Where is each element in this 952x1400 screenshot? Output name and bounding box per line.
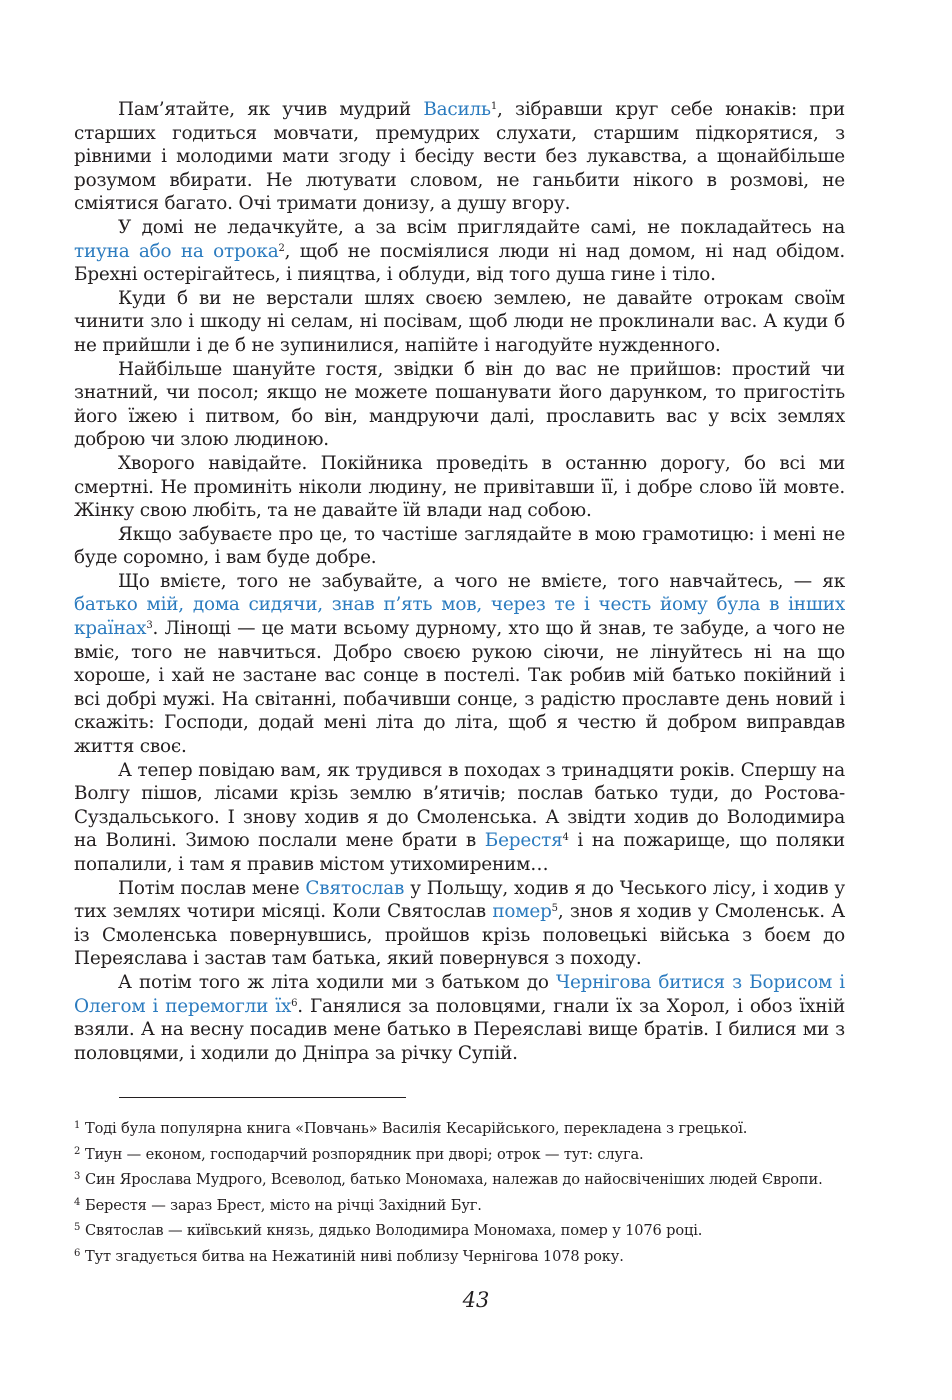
paragraph <box>74 358 845 452</box>
footnote-text: Берестя — зараз Брест, місто на річці Західний Буг. <box>85 1196 482 1214</box>
text-run: , щоб не посміялися люди ні над домом, ні над обідом. Брехні остерігайтесь, і пияцтва, і облуди, від того душа гине і тіло. <box>74 240 845 286</box>
footnote-number: 1 <box>74 1120 81 1131</box>
footnote-ref: 2 <box>278 242 285 254</box>
highlighted-phrase: Василь <box>423 99 491 120</box>
footnote-text: Святослав — київський князь, дядько Володимира Мономаха, помер у 1076 році. <box>85 1222 703 1240</box>
text-run: А тепер повідаю вам, як трудився в походах з тринадцяти років. Спершу на Волгу пішов, лісами крізь землю в’ятичів; послав батько туди, до Ростова-Суздальського. І знову ходив я до Смоленська. А звідти ходив до Володимира на Волині. Зимою послали мене брати в <box>74 759 845 852</box>
text-run: Хворого навідайте. Покійника проведіть в останню дорогу, бо всі ми смертні. Не проминіть ніколи людину, не привітавши її, і добре слово їй мовте. Жінку свою любіть, та не давайте їй влади над собою. <box>74 452 845 522</box>
text-run: Пам’ятайте, як учив мудрий <box>118 99 424 120</box>
text-run: Потім послав мене <box>118 877 306 899</box>
footnote-text: Тоді була популярна книга «Повчань» Василія Кесарійського, перекладена з грецької. <box>85 1120 748 1137</box>
highlighted-phrase: Святослав <box>305 877 405 899</box>
text-run: Найбільше шануйте гостя, звідки б він до вас не прийшов: простий чи знатний, чи посол; якщо не можете пошанувати його дарунком, то пригостіть його їжею і питвом, бо він, мандруючи далі, прославить вас у всіх землях доброю чи злою людиною. <box>74 358 845 451</box>
footnote-divider <box>119 1097 406 1098</box>
footnote-ref: 5 <box>551 903 558 915</box>
footnote <box>74 1119 845 1139</box>
footnote-ref: 1 <box>490 101 498 112</box>
paragraph <box>74 216 845 287</box>
paragraph <box>74 570 845 759</box>
footnote-number: 2 <box>74 1145 81 1157</box>
text-run: . Лінощі — це мати всьому дурному, хто що й знав, те забуде, а чого не вміє, того не навчиться. Добро своєю рукою сіючи, не лінуйтесь ні на що хороше, і хай не застане вас сонце в постелі. Так робив мій батько покійний і всі добрі мужі. На світанні, побачивши сонце, з радістю прославте день новий і скажіть: Господи, додай мені літа до літа, щоб я честю й добром виправдав життя своє. <box>74 618 845 758</box>
paragraph <box>74 523 845 570</box>
text-run: А потім того ж літа ходили ми з батьком до <box>118 971 556 993</box>
footnote <box>74 1170 845 1190</box>
footnote-ref: 6 <box>291 997 298 1009</box>
highlighted-phrase: тиуна або на отрока <box>74 240 279 262</box>
text-run: Якщо забуваєте про це, то частіше заглядайте в мою грамотицю: і мені не буде соромно, і вам буде добре. <box>74 523 845 569</box>
footnote-ref: 3 <box>146 620 153 632</box>
footnote-number: 4 <box>74 1196 81 1208</box>
main-text <box>74 98 845 1065</box>
text-run: , зібравши круг себе юнаків: при старших годиться мовчати, премудрих слухати, старшим підкорятися, з рівними і молодими мати згоду і бесіду вести без лукавства, а щонайбільше розумом вбирати. Не лютувати словом, не ганьбити нікого в розмові, не сміятися багато. Очі тримати донизу, а душу вгору. <box>74 99 845 215</box>
text-run: Що вмієте, того не забувайте, а чого не вмієте, того навчайтесь, — як <box>118 570 845 592</box>
footnote <box>74 1145 845 1165</box>
page-body <box>74 98 845 1065</box>
footnote <box>74 1196 845 1216</box>
footnote-text: Тут згадується битва на Нежатиній ниві поблизу Чернігова 1078 року. <box>85 1247 624 1265</box>
footnote-number: 5 <box>74 1222 81 1234</box>
text-run: . Ганялися за половцями, гнали їх за Хорол, і обоз їхній взяли. А на весну посадив мене батько в Переяславі вище братів. І билися ми з половцями, і ходили до Дніпра за річку Супій. <box>74 995 845 1064</box>
footnotes <box>74 1119 845 1273</box>
footnote <box>74 1221 845 1241</box>
footnote <box>74 1247 845 1267</box>
footnote-text: Син Ярослава Мудрого, Всеволод, батько Мономаха, належав до найосвіченіших людей Європи. <box>85 1171 823 1189</box>
paragraph <box>74 98 845 216</box>
footnote-number: 3 <box>74 1171 81 1183</box>
footnote-text: Тиун — економ, господарчий розпорядник при дворі; отрок — тут: слуга. <box>85 1145 644 1163</box>
paragraph <box>74 452 845 523</box>
page-number: 43 <box>462 1288 490 1312</box>
text-run: і на пожарище, що поляки попалили, і там я правив містом утихомиреним… <box>74 830 845 875</box>
paragraph <box>74 877 845 971</box>
highlighted-phrase: батько мій, дома сидячи, знав п’ять мов, через те і честь йому була в інших країнах <box>74 594 845 640</box>
footnote-number: 6 <box>74 1247 81 1259</box>
paragraph <box>74 759 845 877</box>
highlighted-phrase: помер <box>492 901 552 923</box>
paragraph <box>74 971 845 1065</box>
text-run: Куди б ви не верстали шлях своєю землею, не давайте отрокам своїм чинити зло і шкоду ні селам, ні посівам, щоб люди не проклинали вас. А куди б не прийшли і де б не зупинилися, напійте і нагодуйте нужденного. <box>74 287 845 356</box>
highlighted-phrase: Берестя <box>484 830 563 852</box>
paragraph <box>74 287 845 358</box>
text-run: у Польщу, ходив я до Чеського лісу, і ходив у тих землях чотири місяці. Коли Святослав <box>74 877 845 923</box>
footnote-ref: 4 <box>562 832 569 844</box>
text-run: , знов я ходив у Смоленськ. А із Смоленська повернувшись, пройшов крізь половецькі війська з боєм до Переяслава і застав там батька, який повернувся з походу. <box>74 901 845 970</box>
text-run: У домі не ледачкуйте, а за всім приглядайте самі, не покладайтесь на <box>118 216 845 238</box>
highlighted-phrase: Чернігова битися з Борисом і Олегом і перемогли їх <box>74 971 845 1017</box>
